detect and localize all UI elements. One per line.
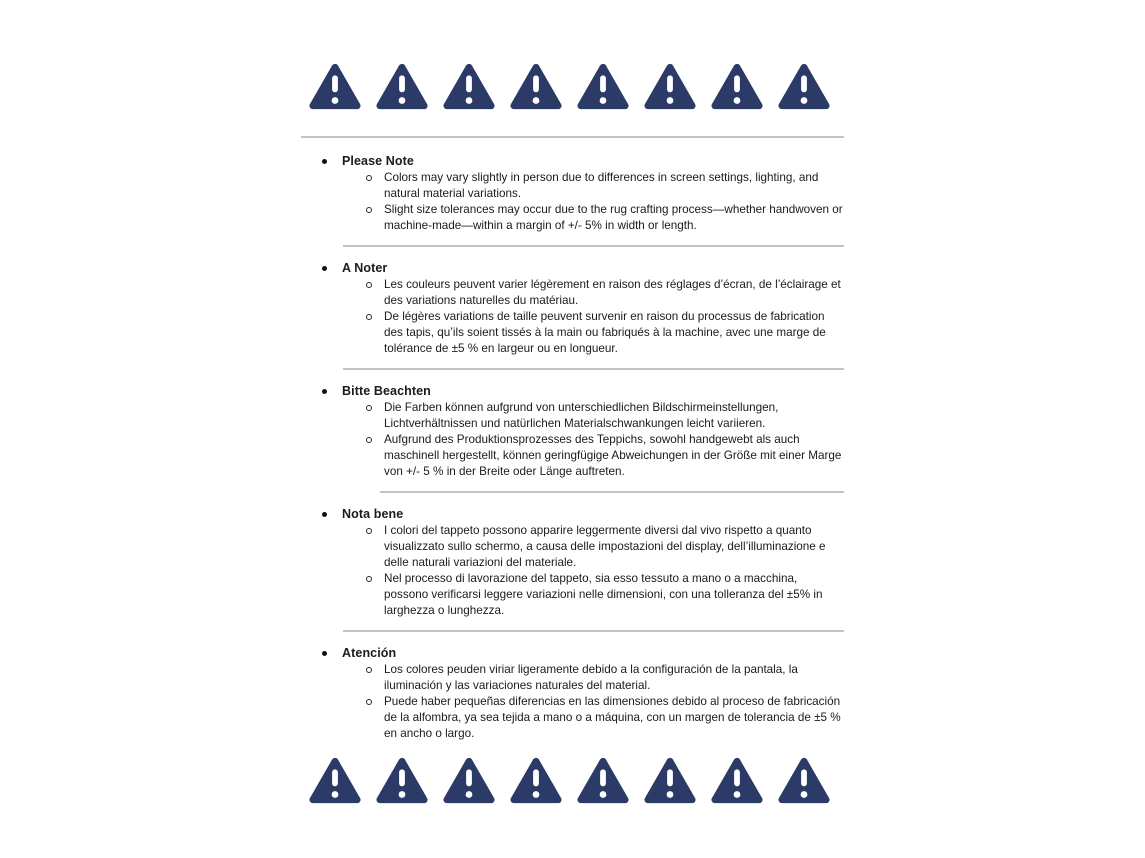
divider bbox=[380, 491, 844, 493]
section-heading: Nota bene bbox=[342, 507, 404, 521]
note-item bbox=[301, 662, 844, 694]
note-section-spanish bbox=[301, 645, 844, 742]
note-item-text: De légères variations de taille peuvent survenir en raison du processus de fabrication des tapis, qu’ils soient tissés à la main ou fabriqués à la machine, avec une marge de tolérance de ±5 % en largeur ou en longueur. bbox=[384, 310, 826, 355]
warning-triangle-icon bbox=[442, 756, 496, 805]
bullet-icon bbox=[322, 512, 327, 517]
divider bbox=[343, 245, 844, 247]
note-section-french bbox=[301, 260, 844, 357]
section-heading: Please Note bbox=[342, 154, 414, 168]
circle-bullet-icon bbox=[366, 699, 372, 705]
section-heading: A Noter bbox=[342, 261, 388, 275]
section-heading-row bbox=[301, 153, 844, 169]
note-item-text: Los colores peuden viriar ligeramente debido a la configuración de la pantala, la iluminación y las variaciones naturales del material. bbox=[384, 663, 798, 692]
warning-triangle-icon bbox=[710, 62, 764, 111]
note-item-text: Puede haber pequeñas diferencias en las dimensiones debido al proceso de fabricación de la alfombra, ya sea tejida a mano o a máquina, con un margen de tolerancia de ±5 % en ancho o largo. bbox=[384, 695, 841, 740]
notice-document bbox=[301, 0, 844, 805]
note-item-text: Die Farben können aufgrund von unterschiedlichen Bildschirmeinstellungen, Lichtverhältnissen und natürlichen Materialschwankungen leicht variieren. bbox=[384, 401, 779, 430]
warning-triangle-icon bbox=[777, 62, 831, 111]
warning-triangle-icon bbox=[643, 756, 697, 805]
section-heading: Bitte Beachten bbox=[342, 384, 431, 398]
warning-triangle-icon bbox=[308, 756, 362, 805]
circle-bullet-icon bbox=[366, 437, 372, 443]
section-heading-row bbox=[301, 260, 844, 276]
warning-triangle-icon bbox=[576, 756, 630, 805]
note-item-text: Les couleurs peuvent varier légèrement en raison des réglages d’écran, de l’éclairage et des variations naturelles du matériau. bbox=[384, 278, 841, 307]
circle-bullet-icon bbox=[366, 528, 372, 534]
bullet-icon bbox=[322, 389, 327, 394]
note-item bbox=[301, 400, 844, 432]
note-item bbox=[301, 523, 844, 571]
note-item-text: Aufgrund des Produktionsprozesses des Teppichs, sowohl handgewebt als auch maschinell hergestellt, können geringfügige Abweichungen in der Größe mit einer Marge von +/- 5 % in der Breite oder Länge auftreten. bbox=[384, 433, 842, 478]
circle-bullet-icon bbox=[366, 576, 372, 582]
note-section-english bbox=[301, 153, 844, 234]
section-heading-row bbox=[301, 506, 844, 522]
warning-triangle-icon bbox=[375, 756, 429, 805]
circle-bullet-icon bbox=[366, 405, 372, 411]
divider bbox=[343, 630, 844, 632]
warning-icon-row-top bbox=[301, 62, 844, 111]
warning-triangle-icon bbox=[710, 756, 764, 805]
note-item-text: Colors may vary slightly in person due to differences in screen settings, lighting, and natural material variations. bbox=[384, 171, 819, 200]
note-item bbox=[301, 170, 844, 202]
section-heading-row bbox=[301, 645, 844, 661]
circle-bullet-icon bbox=[366, 207, 372, 213]
note-item bbox=[301, 202, 844, 234]
note-item bbox=[301, 694, 844, 742]
note-section-german bbox=[301, 383, 844, 480]
warning-triangle-icon bbox=[509, 62, 563, 111]
circle-bullet-icon bbox=[366, 314, 372, 320]
section-heading-row bbox=[301, 383, 844, 399]
divider bbox=[343, 368, 844, 370]
circle-bullet-icon bbox=[366, 667, 372, 673]
note-item bbox=[301, 277, 844, 309]
warning-triangle-icon bbox=[442, 62, 496, 111]
circle-bullet-icon bbox=[366, 175, 372, 181]
note-item-text: Slight size tolerances may occur due to the rug crafting process—whether handwoven or machine-made—within a margin of +/- 5% in width or length. bbox=[384, 203, 843, 232]
note-item bbox=[301, 309, 844, 357]
note-item bbox=[301, 432, 844, 480]
note-section-italian bbox=[301, 506, 844, 619]
bullet-icon bbox=[322, 159, 327, 164]
section-heading: Atención bbox=[342, 646, 397, 660]
note-item-text: I colori del tappeto possono apparire leggermente diversi dal vivo rispetto a quanto visualizzato sullo schermo, a causa delle impostazioni del display, dell’illuminazione e delle naturali variazioni del materiale. bbox=[384, 524, 826, 569]
warning-triangle-icon bbox=[777, 756, 831, 805]
warning-icon-row-bottom bbox=[301, 756, 844, 805]
warning-triangle-icon bbox=[375, 62, 429, 111]
divider bbox=[301, 136, 844, 138]
warning-triangle-icon bbox=[576, 62, 630, 111]
warning-triangle-icon bbox=[308, 62, 362, 111]
circle-bullet-icon bbox=[366, 282, 372, 288]
bullet-icon bbox=[322, 266, 327, 271]
warning-triangle-icon bbox=[509, 756, 563, 805]
note-item bbox=[301, 571, 844, 619]
bullet-icon bbox=[322, 651, 327, 656]
note-item-text: Nel processo di lavorazione del tappeto, sia esso tessuto a mano o a macchina, possono verificarsi leggere variazioni nelle dimensioni, con una tolleranza del ±5% in larghezza o lunghezza. bbox=[384, 572, 823, 617]
warning-triangle-icon bbox=[643, 62, 697, 111]
